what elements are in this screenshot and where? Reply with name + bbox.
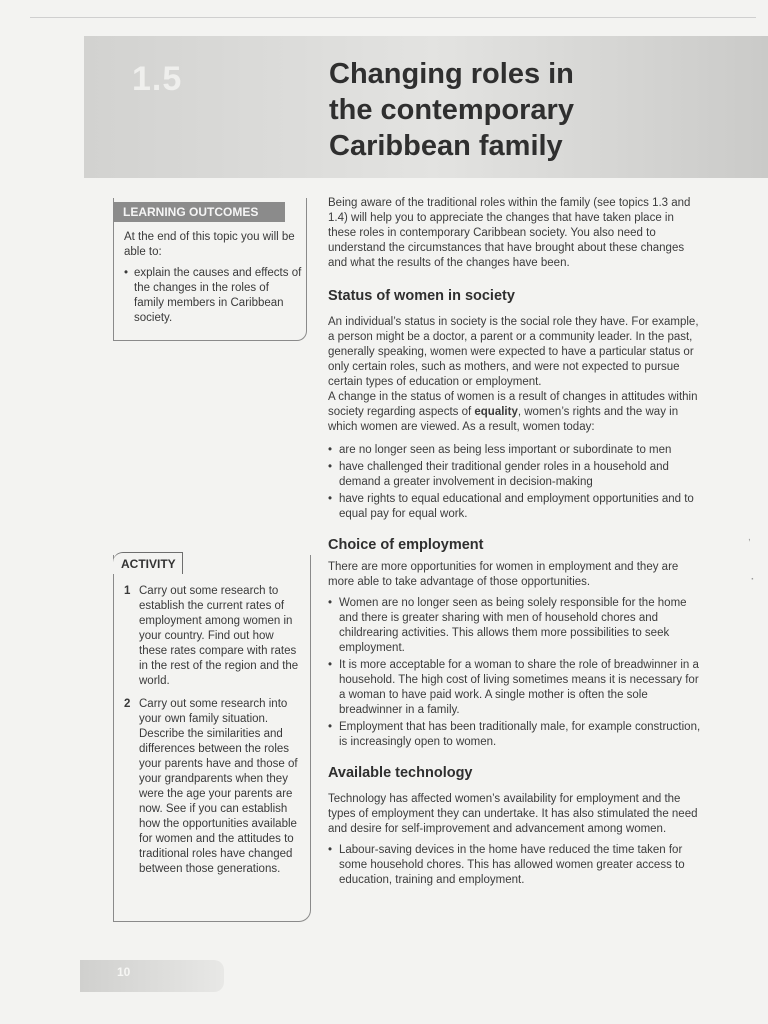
title-line: Caribbean family [329,130,563,162]
section-heading-status: Status of women in society [328,288,515,304]
employment-bullet: • It is more acceptable for a woman to share the role of breadwinner in a household. The high cost of living sometimes means it is necessary for a woman to have paid work. A single mother is often the sole breadwinner in a family. [328,658,704,718]
technology-paragraph: Technology has affected women’s availability for employment and the types of employment they can undertake. It has also stimulated the need and desire for self-improvement and advancement among women. [328,793,698,835]
title-line: Changing roles in [329,58,574,90]
status-p2-text: A change in the status of women is a result of changes in attitudes within society regarding aspects of [328,391,698,418]
activity-list [124,584,302,885]
learning-outcomes-list [124,266,302,326]
title-line: the contemporary [329,94,574,126]
activity-item-text: Carry out some research to establish the current rates of employment among women in your country. Find out how these rates compare with rates in the rest of the region and the world. [139,585,299,687]
learning-outcomes-intro: At the end of this topic you will be able to: [124,231,295,258]
employment-bullets [328,596,704,750]
employment-bullet: • Employment that has been traditionally male, for example construction, is increasingly open to women. [328,720,704,750]
technology-bullets [328,843,704,888]
activity-item-number: 1 [124,585,131,597]
activity-item [124,697,302,877]
page-number-banner [80,960,224,992]
page-number: 10 [117,965,131,979]
page-title [329,56,649,164]
margin-mark: , [748,532,751,543]
employment-paragraph: There are more opportunities for women in employment and they are more able to take advantage of those opportunities. [328,561,679,588]
status-bullet: • have challenged their traditional gender roles in a household and demand a greater involvement in decision-making [328,460,704,490]
status-bullet: • have rights to equal educational and employment opportunities and to equal pay for equal work. [328,492,704,522]
status-p2-text: , women’s rights and the way in which women are viewed. As a result, women today: [328,406,679,433]
technology-bullet: • Labour-saving devices in the home have reduced the time taken for some household chores. This has allowed women greater access to education, training and employment. [328,843,704,888]
intro-paragraph: Being aware of the traditional roles within the family (see topics 1.3 and 1.4) will help you to appreciate the changes that have taken place in these roles in contemporary Caribbean society. You also need to understand the circumstances that have brought about these changes and what the results of the changes have been. [328,197,691,269]
learning-outcomes-box [113,198,307,341]
section-heading-employment: Choice of employment [328,537,484,553]
section-heading-technology: Available technology [328,765,473,781]
activity-heading: ACTIVITY [113,552,183,574]
activity-item-text: Carry out some research into your own family situation. Describe the similarities and differences between the roles your parents have and those of your grandparents when they were the age your parents are now. See if you can establish how the opportunities available for women and the attitudes to traditional roles have changed between those generations. [139,698,298,875]
activity-item [124,584,302,689]
main-content [328,196,704,888]
equality-term: equality [474,406,518,418]
learning-outcome-item: • explain the causes and effects of the changes in the roles of family members in Caribbean society. [134,266,302,326]
topic-number: 1.5 [132,60,183,98]
status-paragraph-2 [328,390,704,435]
margin-mark: · [751,574,755,585]
activity-item-number: 2 [124,698,131,710]
learning-outcomes-body [124,230,302,326]
status-paragraph-1: An individual’s status in society is the social role they have. For example, a person might be a doctor, a parent or a community leader. In the past, generally speaking, women were expected to have a particular status or only certain roles, such as mothers, and were not expected to pursue certain types of education or employment. [328,316,699,388]
employment-bullet: • Women are no longer seen as being solely responsible for the home and there is greater sharing with men of household chores and childrearing activities. This allows them more possibilities to seek employment. [328,596,704,656]
top-rule [30,17,756,18]
status-bullet: • are no longer seen as being less important or subordinate to men [328,443,704,458]
status-bullets [328,443,704,522]
learning-outcomes-heading: LEARNING OUTCOMES [114,202,285,222]
